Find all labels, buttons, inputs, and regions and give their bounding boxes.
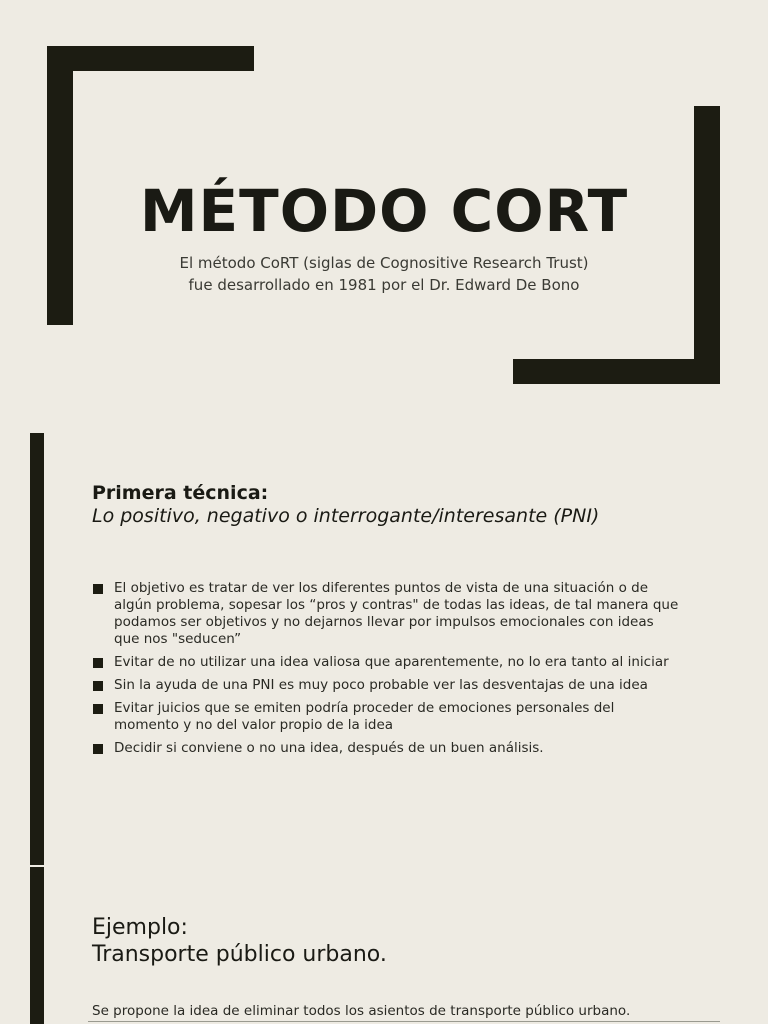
bullet-text: Evitar juicios que se emiten podría proceder de emociones personales del momento y no del valor propio de la idea	[114, 700, 615, 733]
divider	[88, 1021, 720, 1022]
example-title	[92, 914, 387, 968]
slide2-accent-bar	[30, 433, 44, 865]
technique-bullet-list	[92, 580, 682, 763]
slide-title: MÉTODO CORT	[139, 177, 629, 245]
bullet-text: Sin la ayuda de una PNI es muy poco probable ver las desventajas de una idea	[114, 677, 648, 693]
list-item	[92, 700, 682, 734]
list-item	[92, 740, 682, 757]
technique-subheading: Lo positivo, negativo o interrogante/interesante (PNI)	[92, 505, 600, 527]
list-item	[92, 580, 682, 648]
example-title-line1: Ejemplo:	[92, 915, 188, 940]
bullet-text: El objetivo es tratar de ver los diferentes puntos de vista de una situación o de algún problema, sopesar los “pros y contras" de todas las ideas, de tal manera que podamos ser objetivos y no dejarnos llevar por impulsos emocionales con ideas que nos "seducen”	[114, 580, 679, 647]
list-item	[92, 654, 682, 671]
slide-subtitle: El método CoRT (siglas de Cognositive Research Trust) fue desarrollado en 1981 por el Dr. Edward De Bono	[179, 254, 589, 294]
square-bullet-icon	[93, 681, 103, 691]
bullet-text: Evitar de no utilizar una idea valiosa que aparentemente, no lo era tanto al iniciar	[114, 654, 669, 670]
list-item	[92, 677, 682, 694]
example-title-line2: Transporte público urbano.	[92, 942, 387, 967]
bracket-top-left-horizontal	[47, 46, 254, 71]
square-bullet-icon	[93, 584, 103, 594]
example-body: Se propone la idea de eliminar todos los asientos de transporte público urbano.	[92, 1003, 631, 1019]
bracket-bottom-right-horizontal	[513, 359, 720, 384]
square-bullet-icon	[93, 744, 103, 754]
square-bullet-icon	[93, 704, 103, 714]
technique-heading: Primera técnica:	[92, 482, 269, 504]
slide3-accent-bar	[30, 867, 44, 1024]
bullet-text: Decidir si conviene o no una idea, después de un buen análisis.	[114, 740, 544, 756]
square-bullet-icon	[93, 658, 103, 668]
